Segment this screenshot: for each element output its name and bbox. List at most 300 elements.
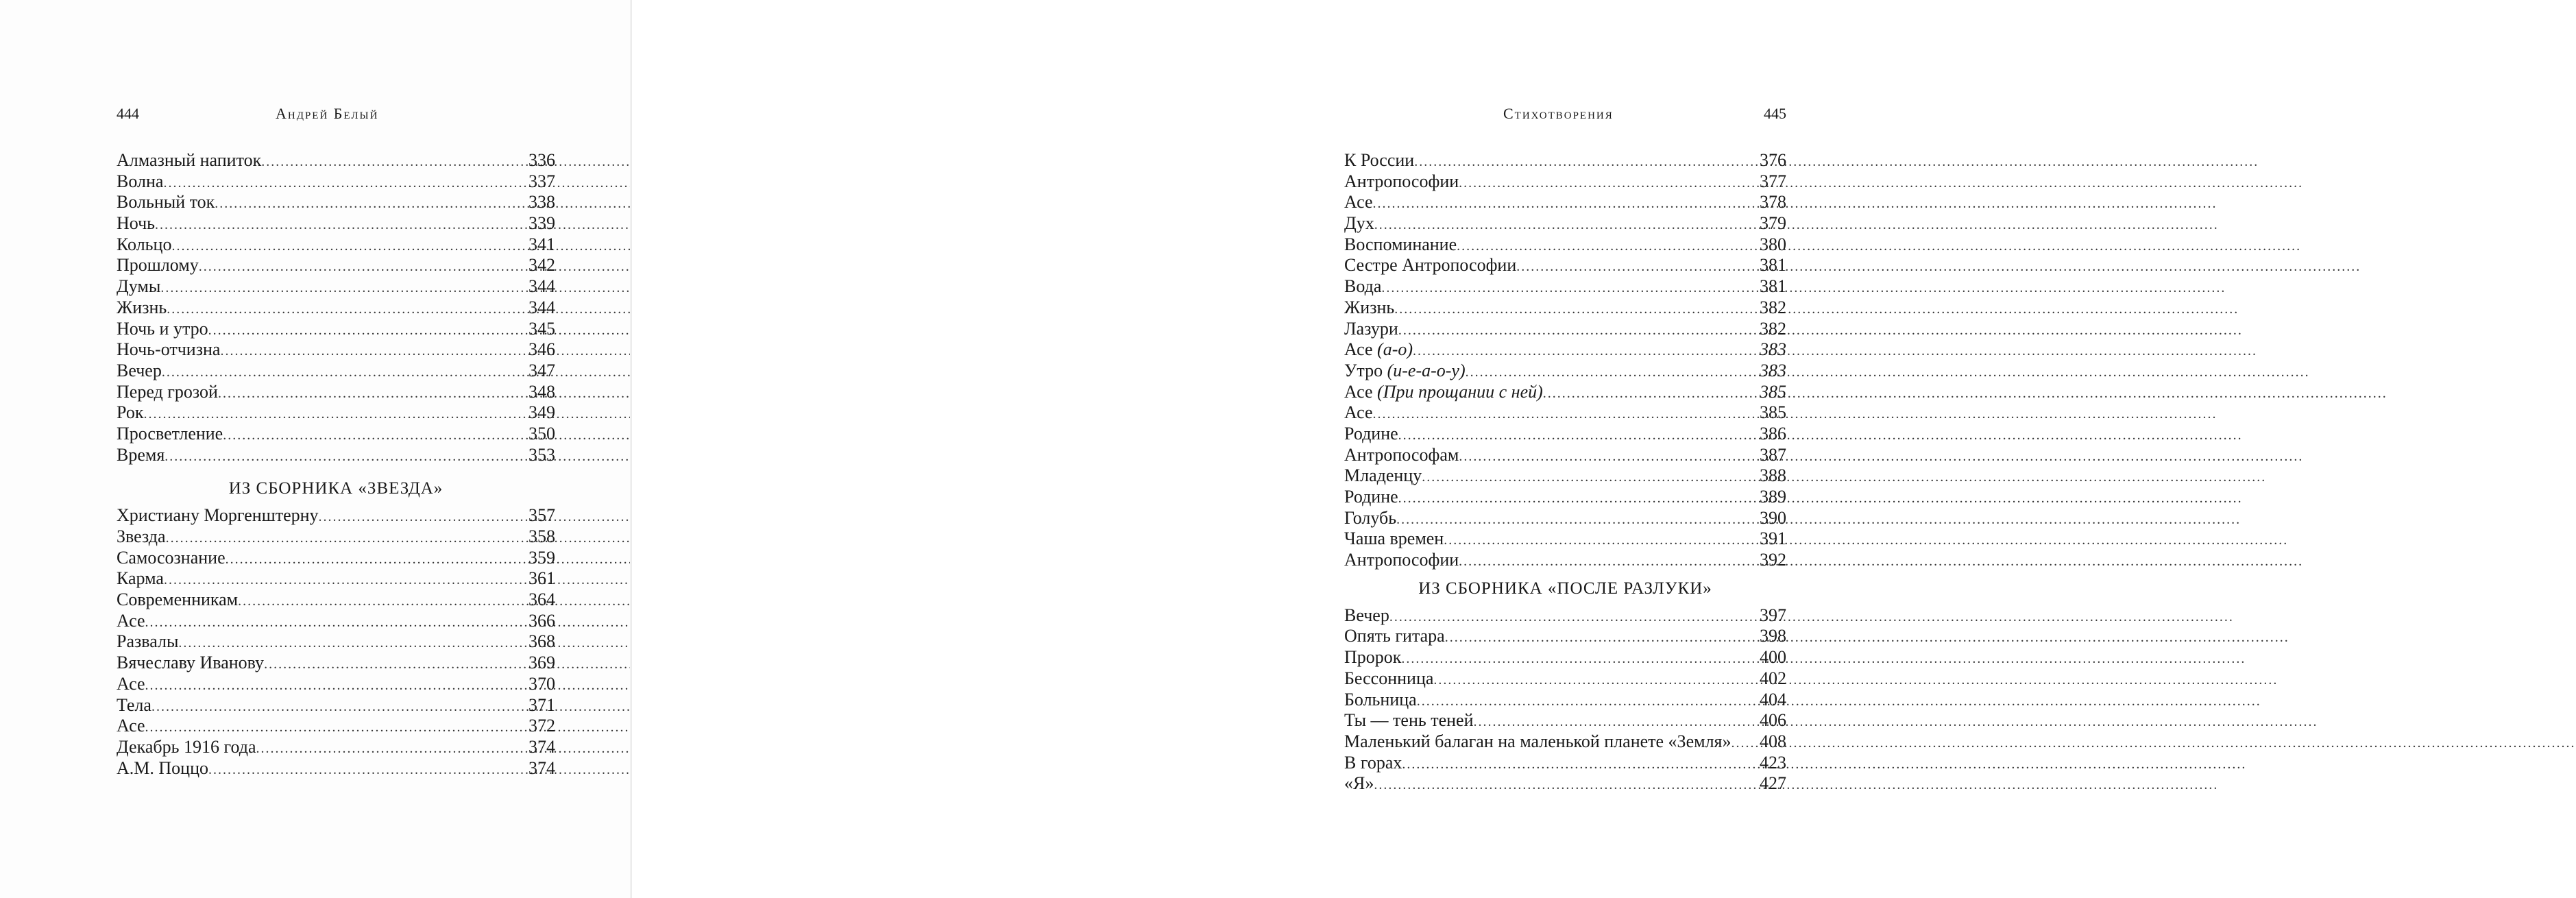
toc-entry-title (117, 695, 151, 716)
toc-entry-page: 344 (528, 276, 555, 297)
dot-leader (218, 383, 527, 404)
toc-entry-title (117, 424, 223, 445)
toc-entry-page: 382 (1760, 297, 1786, 317)
toc-entry-page: 374 (528, 736, 555, 757)
toc-entry-title (117, 402, 143, 424)
dot-leader (1398, 488, 1758, 509)
dot-leader (1445, 627, 1758, 648)
toc-entry-page: 348 (528, 381, 555, 402)
toc-entry-title (1344, 192, 1373, 213)
left-page-header (117, 104, 555, 124)
toc-entry-page: 387 (1760, 444, 1786, 465)
toc-entry-title (117, 526, 166, 548)
section-heading: ИЗ СБОРНИКА «ЗВЕЗДА» (228, 479, 443, 498)
toc-entry (1344, 690, 1786, 711)
dot-leader (1459, 446, 1758, 468)
toc-entry-page: 381 (1760, 255, 1786, 276)
toc-entry-page: 359 (528, 547, 555, 568)
toc-entry-title-text: Рок (117, 402, 144, 423)
toc-entry-title-text: Жизнь (117, 297, 167, 317)
toc-entry (117, 234, 555, 256)
toc-entry (1344, 213, 1786, 234)
toc-entry (117, 590, 555, 611)
toc-entry-title (1344, 668, 1433, 690)
toc-entry-title (117, 568, 164, 590)
toc-entry-page: 386 (1760, 423, 1786, 444)
toc-entry (1344, 424, 1786, 445)
dot-leader (145, 717, 527, 738)
toc-entry-title-text: Прошлому (117, 255, 199, 276)
dot-leader (1374, 215, 1758, 236)
right-toc (1344, 150, 1786, 794)
toc-entry-title-text: Декабрь 1916 года (117, 736, 256, 757)
toc-entry-title (1344, 255, 1516, 276)
toc-entry-page: 406 (1760, 710, 1786, 731)
toc-entry-title (1344, 234, 1457, 256)
toc-entry (117, 361, 555, 382)
dot-leader (178, 633, 527, 654)
toc-entry (117, 192, 555, 213)
toc-entry-page: 358 (528, 526, 555, 546)
toc-entry-title (1344, 465, 1422, 487)
toc-entry (1344, 361, 1786, 382)
toc-entry-title-text: Думы (117, 276, 161, 297)
toc-entry-title-text: Асе (117, 673, 145, 694)
toc-entry (117, 445, 555, 466)
toc-entry (1344, 550, 1786, 571)
toc-entry-page: 389 (1760, 487, 1786, 507)
toc-entry-title (1344, 424, 1398, 445)
dot-leader (1414, 151, 1758, 173)
toc-entry-page: 380 (1760, 234, 1786, 254)
dot-leader (1543, 383, 1758, 404)
toc-entry-title-text: Дух (1344, 213, 1374, 234)
toc-entry-title-text: В горах (1344, 752, 1402, 773)
toc-entry-title-text: Время (117, 444, 165, 465)
toc-entry-title-text: Жизнь (1344, 297, 1395, 317)
toc-entry-page: 376 (1760, 150, 1786, 170)
toc-entry (117, 213, 555, 234)
toc-entry-title (117, 276, 160, 298)
toc-entry-title (1344, 319, 1398, 340)
toc-entry (1344, 445, 1786, 466)
toc-entry-title-text: А.М. Поццо (117, 757, 208, 778)
toc-entry-page: 370 (528, 673, 555, 694)
dot-leader (1396, 509, 1758, 531)
left-page (0, 0, 632, 898)
toc-entry (117, 631, 555, 653)
toc-entry-title-text: Асе (117, 610, 145, 631)
dot-leader (1373, 193, 1758, 215)
toc-entry-page: 361 (528, 568, 555, 589)
toc-entry-subtitle: (При прощании с ней) (1377, 381, 1543, 402)
toc-entry-title-text: Антропософам (1344, 444, 1459, 465)
toc-entry-title (1344, 171, 1459, 193)
toc-entry-title-text: Перед грозой (117, 381, 218, 402)
toc-entry (1344, 508, 1786, 529)
toc-entry-page: 397 (1760, 605, 1786, 625)
toc-entry-title (1344, 626, 1445, 647)
toc-entry-page: 402 (1760, 668, 1786, 688)
toc-entry-title-text: Младенцу (1344, 465, 1422, 486)
dot-leader (1516, 256, 1758, 278)
toc-entry-page: 368 (528, 631, 555, 652)
toc-entry-title (1344, 753, 1402, 774)
dot-leader (155, 215, 527, 236)
toc-entry (1344, 605, 1786, 627)
toc-entry-title-text: Маленький балаган на маленькой планете «Земля» (1344, 731, 1731, 751)
dot-leader (256, 738, 528, 760)
toc-entry-title (1344, 529, 1444, 550)
toc-entry-page: 377 (1760, 171, 1786, 191)
toc-entry-page: 398 (1760, 626, 1786, 646)
toc-entry-title-text: Звезда (117, 526, 166, 546)
toc-list (117, 505, 555, 779)
toc-entry-title (117, 382, 218, 403)
dot-leader (145, 612, 527, 633)
toc-entry (117, 695, 555, 716)
dot-leader (164, 570, 527, 591)
toc-entry-title (1344, 773, 1374, 794)
toc-entry-page: 357 (528, 505, 555, 526)
toc-entry-title (1344, 213, 1374, 234)
dot-leader (1433, 670, 1758, 691)
toc-entry-title-text: Пророк (1344, 647, 1402, 668)
toc-entry (117, 319, 555, 340)
running-head-author: Андрей Белый (276, 105, 379, 122)
toc-entry-title-text: Антропософии (1344, 171, 1459, 191)
toc-entry-title-text: Родине (1344, 487, 1398, 507)
toc-entry-page: 372 (528, 716, 555, 736)
toc-entry-page: 381 (1760, 276, 1786, 297)
toc-entry (117, 150, 555, 171)
dot-leader (1394, 299, 1758, 320)
toc-entry-title (1344, 731, 1731, 753)
dot-leader (208, 320, 527, 341)
toc-entry-title (1344, 445, 1459, 466)
toc-entry-page: 391 (1760, 529, 1786, 549)
toc-entry-title-text: Ночь и утро (117, 318, 208, 339)
toc-entry-title-text: Ты — тень теней (1344, 710, 1474, 731)
toc-entry-title (1344, 508, 1396, 529)
toc-entry-page: 379 (1760, 213, 1786, 234)
toc-entry-title-text: Самосознание (117, 547, 226, 568)
toc-entry (1344, 234, 1786, 256)
toc-entry-title-text: Просветление (117, 423, 223, 444)
toc-entry (1344, 319, 1786, 340)
dot-leader (1374, 775, 1758, 796)
toc-entry (117, 674, 555, 695)
left-toc (117, 150, 555, 779)
toc-entry (117, 171, 555, 193)
toc-entry (1344, 192, 1786, 213)
toc-entry (1344, 487, 1786, 508)
toc-entry-title (117, 319, 208, 340)
toc-entry-subtitle: (а-о) (1377, 339, 1413, 360)
toc-entry-title (1344, 605, 1389, 627)
toc-entry-page: 341 (528, 234, 555, 254)
toc-entry (117, 276, 555, 298)
toc-entry-page: 374 (528, 757, 555, 778)
toc-entry-title-text: Больница (1344, 689, 1417, 709)
toc-entry-title-text: Голубь (1344, 507, 1397, 528)
toc-entry (1344, 150, 1786, 171)
toc-entry-title (117, 674, 145, 695)
toc-list (1344, 150, 1786, 571)
dot-leader (171, 236, 527, 257)
toc-entry-title-text: Воспоминание (1344, 234, 1457, 254)
toc-entry-page: 390 (1760, 507, 1786, 528)
toc-entry-title-text: Вольный ток (117, 192, 215, 213)
toc-entry (117, 653, 555, 674)
toc-entry-title-text: Чаша времен (1344, 529, 1444, 549)
toc-entry-title-text: Алмазный напиток (117, 150, 262, 170)
toc-entry (117, 382, 555, 403)
dot-leader (1444, 530, 1758, 551)
dot-leader (143, 404, 527, 425)
toc-entry-page: 404 (1760, 689, 1786, 709)
toc-entry-title (117, 150, 261, 171)
toc-entry-title-text: Асе (1344, 402, 1373, 423)
dot-leader (199, 256, 527, 278)
toc-entry-title-text: Ночь-отчизна (117, 339, 221, 360)
toc-entry-title-text: Вода (1344, 276, 1382, 297)
dot-leader (261, 151, 527, 173)
toc-entry-title (117, 213, 155, 234)
dot-leader (208, 760, 527, 781)
toc-entry-title (1344, 550, 1459, 571)
toc-entry (117, 758, 555, 779)
toc-entry-page: 423 (1760, 752, 1786, 773)
toc-entry (1344, 647, 1786, 668)
toc-entry-page: 378 (1760, 192, 1786, 213)
toc-entry-title-text: Волна (117, 171, 164, 191)
toc-entry-page: 400 (1760, 647, 1786, 668)
toc-entry-title (1344, 298, 1394, 319)
toc-entry-title-text: Родине (1344, 423, 1398, 444)
dot-leader (145, 675, 527, 696)
toc-entry (1344, 668, 1786, 690)
dot-leader (223, 425, 527, 446)
toc-entry (117, 298, 555, 319)
dot-leader (1417, 691, 1758, 712)
toc-entry-title (117, 171, 163, 193)
dot-leader (1459, 173, 1758, 194)
dot-leader (1381, 278, 1758, 299)
toc-entry (1344, 339, 1786, 361)
dot-leader (151, 696, 527, 718)
toc-entry-title (117, 234, 171, 256)
dot-leader (163, 173, 527, 194)
toc-entry-title (117, 737, 256, 758)
dot-leader (1398, 425, 1758, 446)
toc-entry-page: 382 (1760, 318, 1786, 339)
dot-leader (1422, 467, 1758, 488)
dot-leader (1457, 236, 1758, 257)
toc-entry-page: 408 (1760, 731, 1786, 751)
dot-leader (1474, 712, 1759, 733)
toc-entry-title (117, 653, 264, 674)
toc-entry-page: 342 (528, 255, 555, 276)
toc-entry-title (1344, 150, 1414, 171)
toc-entry (1344, 710, 1786, 731)
toc-entry (1344, 402, 1786, 424)
dot-leader (166, 528, 527, 549)
toc-entry (1344, 731, 1786, 753)
toc-entry-title-text: Вечер (117, 360, 162, 380)
toc-entry (1344, 465, 1786, 487)
toc-entry-title (117, 758, 208, 779)
toc-entry-title (117, 716, 145, 737)
toc-entry-title (117, 631, 178, 653)
dot-leader (1401, 648, 1758, 670)
right-page-header (1344, 104, 1786, 124)
toc-entry-title (117, 361, 162, 382)
toc-entry-title (117, 255, 199, 276)
dot-leader (162, 362, 527, 383)
toc-entry-page: 336 (528, 150, 555, 170)
toc-entry-title (1344, 647, 1401, 668)
toc-entry-title-text: Развалы (117, 631, 179, 652)
toc-entry-title (117, 339, 220, 361)
toc-entry-page: 347 (528, 360, 555, 380)
dot-leader (226, 549, 527, 570)
toc-entry-title (1344, 361, 1466, 382)
toc-entry (117, 526, 555, 548)
toc-list (1344, 605, 1786, 794)
toc-entry-title (117, 590, 238, 611)
dot-leader (238, 591, 527, 612)
toc-entry-title (1344, 690, 1417, 711)
toc-list (117, 150, 555, 465)
dot-leader (1413, 341, 1758, 362)
toc-entry-page: 385 (1760, 402, 1786, 423)
toc-entry-title-text: Лазури (1344, 318, 1398, 339)
toc-entry-page: 385 (1760, 381, 1786, 402)
toc-entry-title-text: Бессонница (1344, 668, 1434, 688)
toc-entry-title-text: Сестре Антропософии (1344, 255, 1517, 276)
toc-entry (117, 339, 555, 361)
toc-entry-title (117, 611, 145, 632)
toc-entry-title-text: Карма (117, 568, 164, 589)
dot-leader (1459, 551, 1758, 572)
toc-entry (1344, 255, 1786, 276)
toc-entry (1344, 626, 1786, 647)
toc-entry (117, 505, 555, 526)
toc-entry (117, 737, 555, 758)
toc-entry (1344, 773, 1786, 794)
toc-entry-page: 350 (528, 423, 555, 444)
toc-entry-title-text: К России (1344, 150, 1415, 170)
toc-entry-title (1344, 339, 1413, 361)
toc-entry-title (1344, 487, 1398, 508)
toc-entry-title (1344, 382, 1543, 403)
toc-entry-title (1344, 710, 1474, 731)
running-head-title: Стихотворения (1503, 105, 1614, 122)
dot-leader (1466, 362, 1758, 383)
page-number: 444 (117, 105, 139, 122)
toc-entry-page: 369 (528, 653, 555, 673)
toc-entry-title-text: «Я» (1344, 773, 1374, 794)
toc-entry-page: 392 (1760, 550, 1786, 570)
toc-entry-page: 345 (528, 318, 555, 339)
toc-entry (1344, 276, 1786, 298)
toc-entry-page: 344 (528, 297, 555, 317)
toc-entry-page: 337 (528, 171, 555, 191)
toc-entry-title-text: Кольцо (117, 234, 172, 254)
toc-entry (117, 424, 555, 445)
toc-entry-title (117, 192, 215, 213)
toc-entry-subtitle: (и-е-а-о-у) (1387, 360, 1466, 380)
toc-entry-title-text: Антропософии (1344, 550, 1459, 570)
toc-entry-page: 346 (528, 339, 555, 360)
toc-entry-title-text: Утро (1344, 360, 1387, 380)
toc-entry-title-text: Христиану Моргенштерну (117, 505, 319, 526)
dot-leader (1389, 607, 1758, 628)
dot-leader (165, 446, 527, 468)
toc-entry (117, 568, 555, 590)
toc-entry-title-text: Тела (117, 694, 151, 715)
toc-entry (117, 611, 555, 632)
toc-entry-title-text: Асе (1344, 339, 1378, 360)
toc-entry-page: 364 (528, 590, 555, 610)
toc-entry-page: 339 (528, 213, 555, 234)
right-page (632, 0, 1786, 898)
toc-entry-title-text: Асе (1344, 381, 1378, 402)
toc-entry-title (1344, 276, 1381, 298)
toc-entry-title (1344, 402, 1373, 424)
toc-entry-title-text: Вячеславу Иванову (117, 653, 265, 673)
toc-entry-title-text: Опять гитара (1344, 626, 1445, 646)
toc-entry-title (117, 548, 226, 569)
toc-entry-title-text: Вечер (1344, 605, 1389, 625)
dot-leader (264, 654, 527, 675)
dot-leader (220, 341, 527, 362)
dot-leader (1402, 754, 1758, 775)
dot-leader (1373, 404, 1758, 425)
toc-entry-title-text: Ночь (117, 213, 156, 234)
toc-entry-title-text: Асе (117, 716, 145, 736)
toc-entry (117, 548, 555, 569)
toc-entry-page: 349 (528, 402, 555, 423)
toc-entry-title-text: Асе (1344, 192, 1373, 213)
toc-entry-page: 388 (1760, 465, 1786, 486)
toc-entry-title-text: Современникам (117, 590, 239, 610)
toc-entry-title (117, 445, 165, 466)
toc-entry-page: 371 (528, 694, 555, 715)
toc-entry (117, 716, 555, 737)
toc-entry (1344, 753, 1786, 774)
toc-entry-title (117, 505, 319, 526)
toc-entry (1344, 171, 1786, 193)
toc-entry (117, 402, 555, 424)
dot-leader (167, 299, 527, 320)
dot-leader (160, 278, 527, 299)
toc-entry-page: 383 (1760, 360, 1786, 380)
toc-entry (1344, 529, 1786, 550)
dot-leader (1398, 320, 1758, 341)
toc-entry-page: 427 (1760, 773, 1786, 794)
toc-entry-page: 366 (528, 610, 555, 631)
toc-entry (117, 255, 555, 276)
section-heading: ИЗ СБОРНИКА «ПОСЛЕ РАЗЛУКИ» (1418, 579, 1712, 598)
toc-entry (1344, 298, 1786, 319)
toc-entry-page: 383 (1760, 339, 1786, 360)
dot-leader (319, 507, 527, 528)
dot-leader (215, 193, 527, 215)
toc-entry-page: 353 (528, 444, 555, 465)
page-number: 445 (1764, 105, 1786, 122)
